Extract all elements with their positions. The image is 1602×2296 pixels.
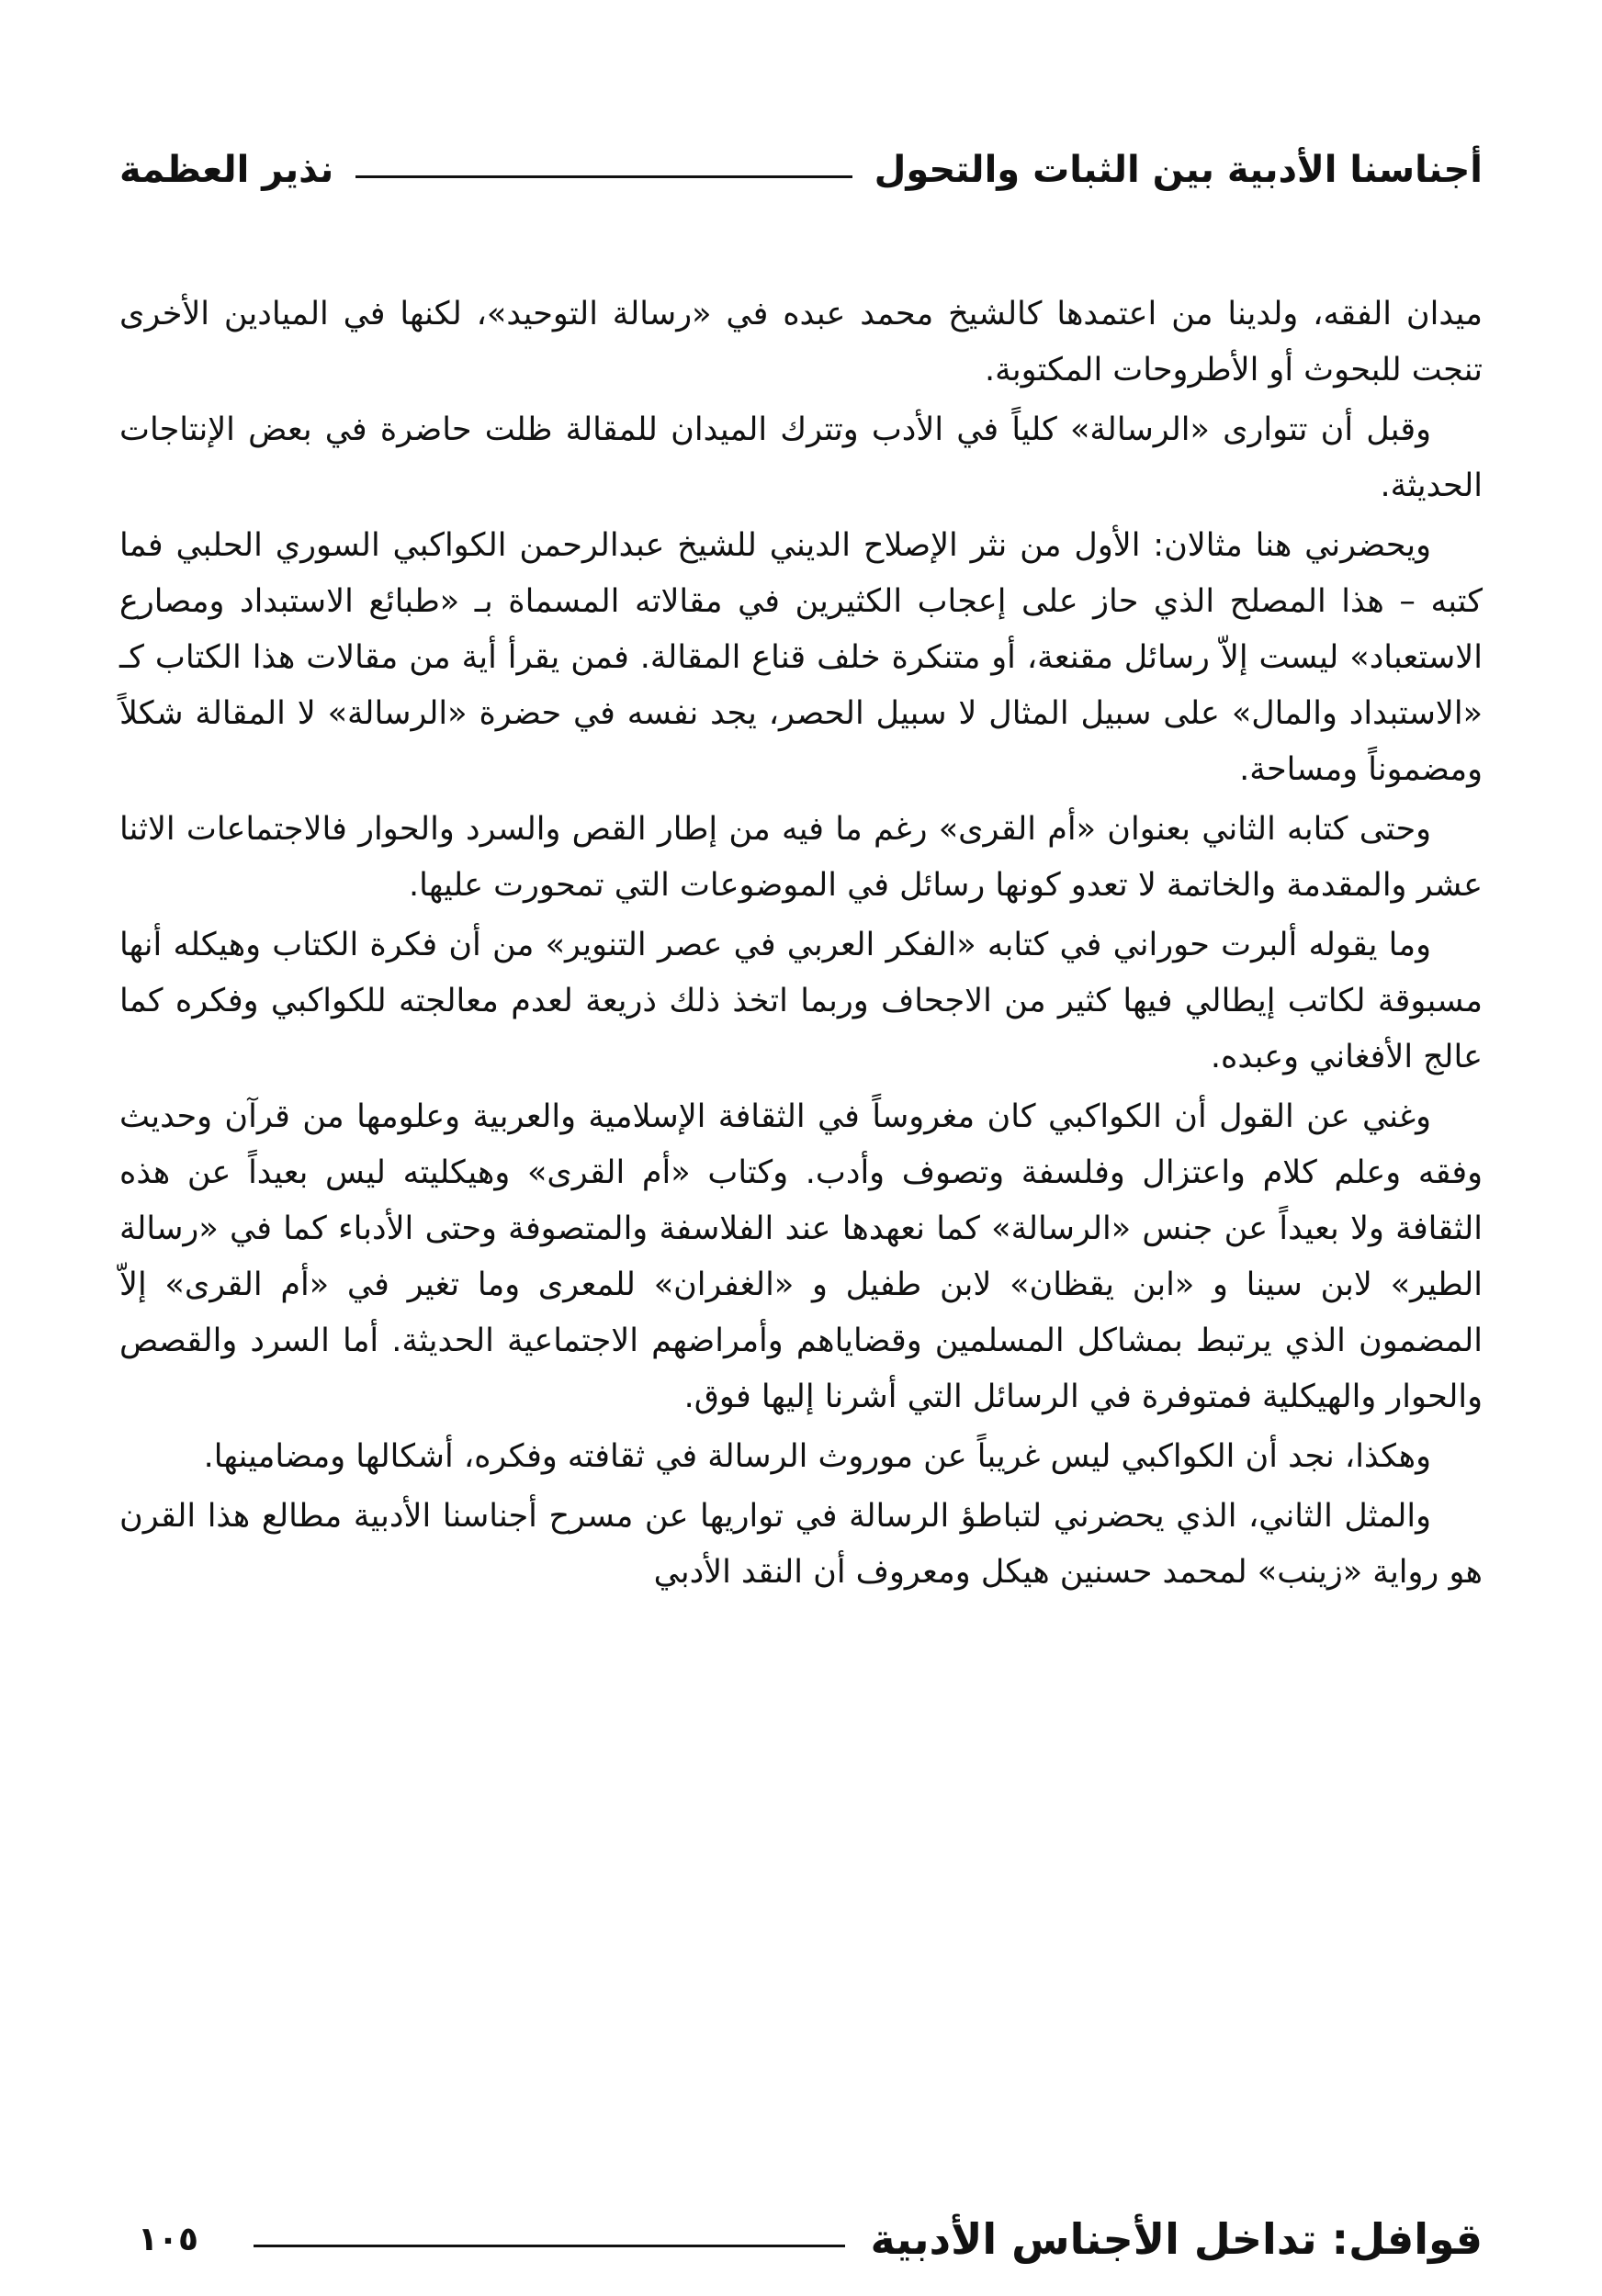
page-number: ١٠٥ [138, 2220, 198, 2258]
author-name: نذير العظمة [119, 149, 334, 191]
paragraph: ميدان الفقه، ولدينا من اعتمدها كالشيخ محمد عبده في «رسالة التوحيد»، لكنها في الميادين الأخرى تنجت للبحوث أو الأطروحات المكتوبة. [119, 296, 1483, 388]
paragraph: وغني عن القول أن الكواكبي كان مغروساً في الثقافة الإسلامية والعربية وعلومها من قرآن وحديث وفقه وعلم كلام واعتزال وفلسفة وتصوف وأدب. وكتاب «أم القرى» وهيكليته ليس بعيداً عن هذه الثقافة ولا بعيداً عن جنس «الرسالة» كما نعهدها عند الفلاسفة والمتصوفة وحتى الأدباء كما في «رسالة الطير» لابن سينا و «ابن يقظان» لابن طفيل و «الغفران» للمعرى وما تغير في «أم القرى» إلاّ المضمون الذي يرتبط بمشاكل المسلمين وقضاياهم وأمراضهم الاجتماعية الحديثة. أما السرد والقصص والحوار والهيكلية فمتوفرة في الرسائل التي أشرنا إليها فوق. [119, 1098, 1483, 1415]
footer-rule [254, 2245, 845, 2247]
paragraph: وحتى كتابه الثاني بعنوان «أم القرى» رغم ما فيه من إطار القص والسرد والحوار فالاجتماعات الاثنا عشر والمقدمة والخاتمة لا تعدو كونها رسائل في الموضوعات التي تمحورت عليها. [119, 811, 1483, 904]
paragraph: وهكذا، نجد أن الكواكبي ليس غريباً عن موروث الرسالة في ثقافته وفكره، أشكالها ومضامينها. [203, 1438, 1431, 1475]
body-text [119, 287, 1483, 1604]
running-footer [138, 2204, 1483, 2274]
running-header [119, 138, 1483, 202]
book-title: أجناسنا الأدبية بين الثبات والتحول [874, 149, 1483, 191]
header-rule [355, 175, 852, 178]
paragraph: والمثل الثاني، الذي يحضرني لتباطؤ الرسالة في تواريها عن مسرح أجناسنا الأدبية مطالع هذا القرن هو رواية «زينب» لمحمد حسنين هيكل ومعروف أن النقد الأدبي [119, 1498, 1483, 1591]
paragraph: ويحضرني هنا مثالان: الأول من نثر الإصلاح الديني للشيخ عبدالرحمن الكواكبي السوري الحلبي فما كتبه – هذا المصلح الذي حاز على إعجاب الكثيرين في مقالاته المسماة بـ «طبائع الاستبداد ومصارع الاستعباد» ليست إلاّ رسائل مقنعة، أو متنكرة خلف قناع المقالة. فمن يقرأ أية من مقالات هذا الكتاب كـ «الاستبداد والمال» على سبيل المثال لا سبيل الحصر، يجد نفسه في حضرة «الرسالة» لا المقالة شكلاً ومضموناً ومساحة. [119, 527, 1483, 788]
series-title: قوافل: تداخل الأجناس الأدبية [870, 2214, 1483, 2264]
paragraph: وما يقوله ألبرت حوراني في كتابه «الفكر العربي في عصر التنوير» من أن فكرة الكتاب وهيكله أنها مسبوقة لكاتب إيطالي فيها كثير من الاجحاف وربما اتخذ ذلك ذريعة لعدم معالجته للكواكبي وفكره كما عالج الأفغاني وعبده. [119, 927, 1483, 1075]
paragraph: وقبل أن تتوارى «الرسالة» كلياً في الأدب وتترك الميدان للمقالة ظلت حاضرة في بعض الإنتاجات الحديثة. [119, 411, 1483, 504]
